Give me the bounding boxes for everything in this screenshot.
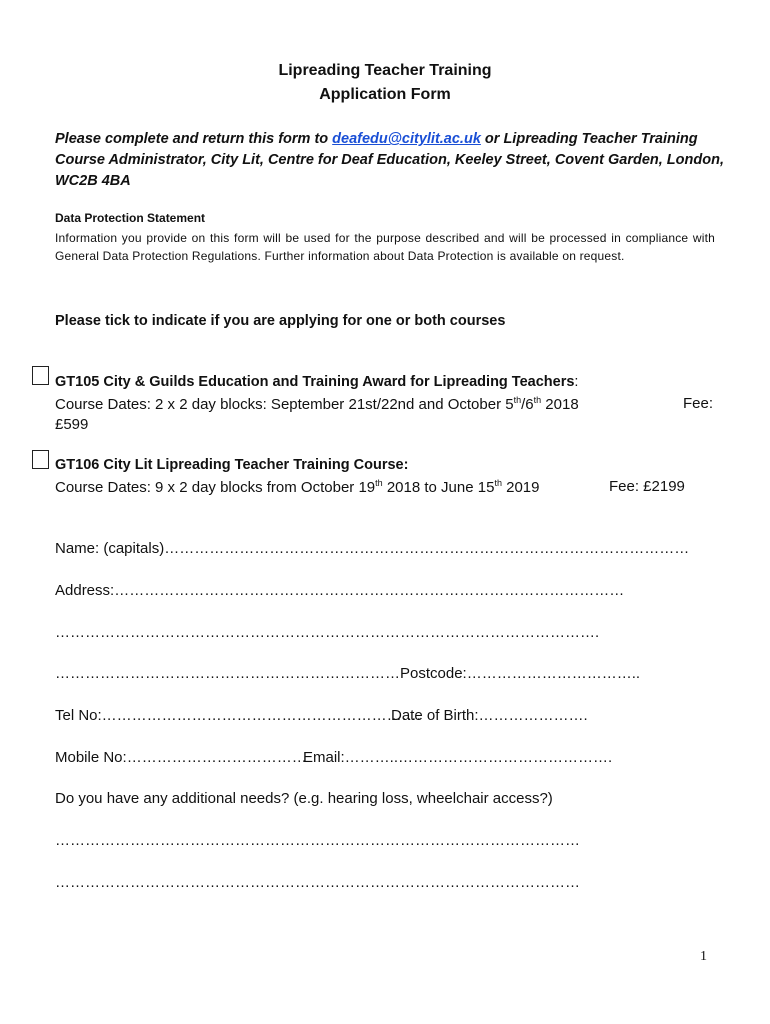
gt106-checkbox[interactable] [32, 450, 49, 469]
gt105-dates-b: /6 [521, 396, 534, 413]
data-protection-body: Information you provide on this form will be used for the purpose described and will be processed in compliance with General Data Protection Regulations. Further information about Data Protection is available on request. [55, 231, 715, 263]
gt105-checkbox[interactable] [32, 366, 49, 385]
gt105-title-colon: : [574, 374, 579, 390]
email-link[interactable]: deafedu@citylit.ac.uk [332, 131, 481, 147]
gt105-sup1: th [513, 395, 522, 405]
gt106-fee: Fee: £2199 [609, 478, 685, 495]
form-subtitle: Application Form [319, 86, 451, 103]
email-field[interactable]: Email:………..……………………………………. [303, 749, 613, 766]
form-title: Lipreading Teacher Training [278, 62, 492, 79]
gt106-sup1: th [375, 478, 383, 488]
address-postcode-field[interactable]: ……………………………………………………………Postcode:…………………………….. [55, 665, 641, 682]
additional-needs-question: Do you have any additional needs? (e.g. hearing loss, wheelchair access?) [55, 790, 553, 807]
page-number: 1 [700, 949, 707, 964]
gt106-dates [55, 478, 540, 496]
intro-paragraph [55, 129, 725, 192]
tel-field[interactable]: Tel No:………………………………………………………. [55, 707, 421, 724]
tick-instruction: Please tick to indicate if you are applying for one or both courses [55, 313, 506, 329]
intro-suffix: or Lipreading Teacher Training Course Administrator, City Lit, Centre for Deaf Education, Keeley Street, Covent Garden, London, WC2B 4BA [55, 131, 724, 189]
name-field[interactable]: Name: (capitals)…………………………………………………………………………………………… [55, 540, 690, 557]
gt105-dates-a: Course Dates: 2 x 2 day blocks: September 21st/22nd and October 5 [55, 396, 514, 413]
gt105-title [55, 374, 578, 390]
gt106-dates-c: 2019 [501, 479, 540, 496]
gt105-sup2: th [533, 395, 542, 405]
data-protection-heading: Data Protection Statement [55, 211, 206, 225]
gt105-dates [55, 395, 579, 413]
additional-needs-line1[interactable]: …………………………………………………………………………………………… [55, 832, 580, 849]
gt106-dates-a: Course Dates: 9 x 2 day blocks from October 19 [55, 479, 376, 496]
additional-needs-line2[interactable]: …………………………………………………………………………………………… [55, 874, 580, 891]
address-line2-field[interactable]: ………………………………………………………………………………………………. [55, 624, 600, 641]
address-field[interactable]: Address:………………………………………………………………………………………… [55, 582, 625, 599]
dob-field[interactable]: Date of Birth:…………………. [391, 707, 588, 724]
gt106-sup2: th [494, 478, 502, 488]
gt105-fee-value: £599 [55, 416, 89, 433]
intro-prefix: Please complete and return this form to [55, 131, 333, 147]
mobile-field[interactable]: Mobile No:……………………………… [55, 749, 307, 766]
gt105-dates-c: 2018 [541, 396, 579, 413]
gt106-title: GT106 City Lit Lipreading Teacher Training Course: [55, 457, 409, 473]
gt105-fee-label: Fee: [683, 395, 714, 412]
gt105-title-text: GT105 City & Guilds Education and Training Award for Lipreading Teachers [55, 374, 575, 390]
gt106-dates-b: 2018 to June 15 [382, 479, 495, 496]
